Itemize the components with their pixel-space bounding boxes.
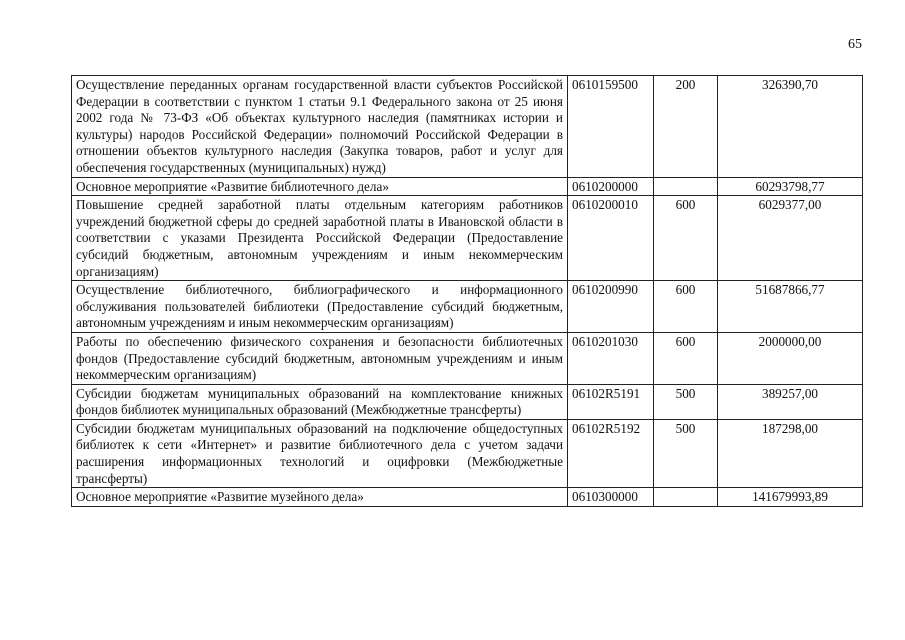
row-expense-type-cell: 600 [654,332,718,384]
table-row [72,196,863,281]
row-amount-cell: 2000000,00 [718,332,863,384]
table-row [72,76,863,178]
row-code-cell: 06102R5192 [568,419,654,487]
row-name-cell: Работы по обеспечению физического сохранения и безопасности библиотечных фондов (Предоставление субсидий бюджетным, автономным учреждениям и иным некоммерческим организациям) [72,332,568,384]
row-name-cell: Повышение средней заработной платы отдельным категориям работников учреждений бюджетной сферы до средней заработной платы в Ивановской области в соответствии с указами Президента Российской Федерации (Предоставление субсидий бюджетным, автономным учреждениям и иным некоммерческим организациям) [72,196,568,281]
row-name-cell: Основное мероприятие «Развитие музейного дела» [72,488,568,507]
table-row [72,281,863,333]
row-expense-type-cell: 200 [654,76,718,178]
row-name-cell: Осуществление библиотечного, библиографического и информационного обслуживания пользователей библиотеки (Предоставление субсидий бюджетным, автономным учреждениям и иным некоммерческим организациям) [72,281,568,333]
table-row [72,332,863,384]
table-row [72,419,863,487]
table-row [72,488,863,507]
row-code-cell: 0610200010 [568,196,654,281]
row-name-cell: Субсидии бюджетам муниципальных образований на комплектование книжных фондов библиотек муниципальных образований (Межбюджетные трансферты) [72,384,568,419]
row-amount-cell: 51687866,77 [718,281,863,333]
row-code-cell: 06102R5191 [568,384,654,419]
row-expense-type-cell: 600 [654,281,718,333]
row-code-cell: 0610159500 [568,76,654,178]
row-expense-type-cell [654,488,718,507]
row-amount-cell: 6029377,00 [718,196,863,281]
row-code-cell: 0610200000 [568,177,654,196]
row-expense-type-cell [654,177,718,196]
row-amount-cell: 389257,00 [718,384,863,419]
row-expense-type-cell: 600 [654,196,718,281]
row-code-cell: 0610201030 [568,332,654,384]
row-expense-type-cell: 500 [654,384,718,419]
row-name-cell: Субсидии бюджетам муниципальных образований на подключение общедоступных библиотек к сети «Интернет» и развитие библиотечного дела с учетом задачи расширения информационных технологий и оцифровки (Межбюджетные трансферты) [72,419,568,487]
page-number: 65 [848,37,862,52]
row-amount-cell: 60293798,77 [718,177,863,196]
table-row [72,177,863,196]
row-amount-cell: 141679993,89 [718,488,863,507]
row-amount-cell: 326390,70 [718,76,863,178]
table-row [72,384,863,419]
row-expense-type-cell: 500 [654,419,718,487]
row-amount-cell: 187298,00 [718,419,863,487]
row-code-cell: 0610300000 [568,488,654,507]
row-name-cell: Основное мероприятие «Развитие библиотечного дела» [72,177,568,196]
row-name-cell: Осуществление переданных органам государственной власти субъектов Российской Федерации в соответствии с пунктом 1 статьи 9.1 Федерального закона от 25 июня 2002 года № 73-ФЗ «Об объектах культурного наследия (памятниках истории и культуры) народов Российской Федерации» полномочий Российской Федерации в отношении объектов культурного наследия (Закупка товаров, работ и услуг для обеспечения государственных (муниципальных) нужд) [72,76,568,178]
budget-table [71,75,863,507]
row-code-cell: 0610200990 [568,281,654,333]
